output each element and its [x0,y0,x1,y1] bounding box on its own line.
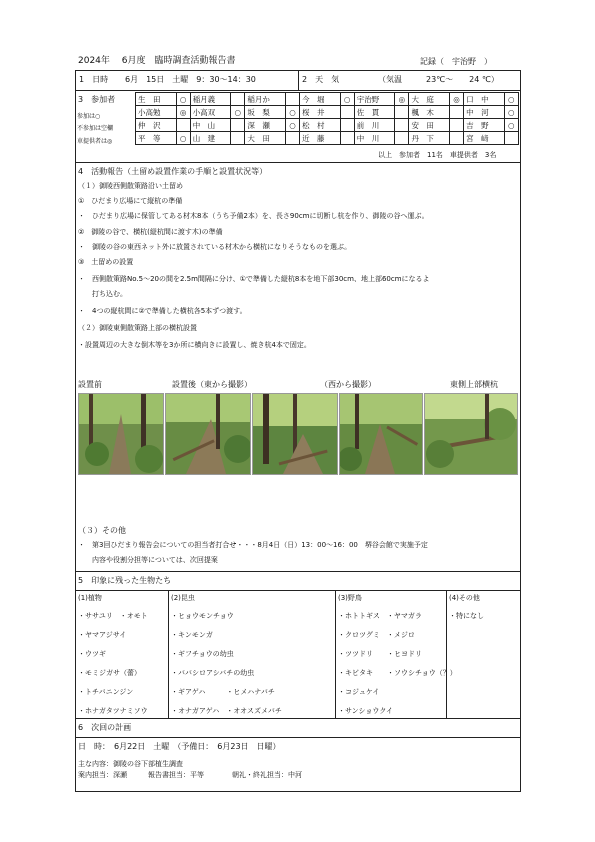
creature-item: ・ウツギ [78,650,106,658]
participant-name: 楓 木 [409,106,450,119]
attendance-mark: ○ [504,106,518,119]
activity-line: 打ち込む。 [78,290,127,298]
attendance-mark: ○ [176,93,190,106]
attendance-mark [231,119,245,132]
date-label: 1 日時 [79,75,109,84]
activity-heading: 4 活動報告（土留め設置作業の手順と設置状況等） [78,167,268,176]
participant-name: 平 等 [136,132,177,145]
other-heading: （３）その他 [78,526,126,535]
participant-row [136,93,519,106]
activity-line: ・ 御陵の谷の東西ネット外に放置されている材木から横杭になりそうなものを選ぶ。 [78,243,352,251]
activity-line: ② 御陵の谷で、横杭(縦杭間に渡す木)の準備 [78,228,223,236]
participant-name: 安 田 [409,119,450,132]
attendance-mark [176,119,190,132]
other-line-2: 内容や役割分担等については、次回提案 [78,556,218,564]
photo-caption-east-upper: 東側上部横杭 [450,380,498,389]
attendance-mark [395,132,409,145]
participant-name: 仲 沢 [136,119,177,132]
creature-column-title: (4)その他 [449,594,480,602]
attendance-mark: ○ [504,93,518,106]
activity-line: ① ひだまり広場にて縦杭の準備 [78,197,183,205]
attendance-mark [449,106,463,119]
participant-name: 小高勉 [136,106,177,119]
temperature-value: （気温 23℃～ 24 ℃） [378,75,499,84]
creature-item: ・ギフチョウの幼虫 [171,650,234,658]
participant-name: 生 田 [136,93,177,106]
participant-row [136,106,519,119]
activity-line: （１）御陵西側散策路沿い土留め [78,182,183,190]
participant-name: 坂 梨 [245,106,286,119]
other-line-1: ・ 第3回ひだまり報告会についての担当者打合せ・・・8月4日（日）13：00～16：00 堺谷会館で実施予定 [78,541,428,549]
creature-item: ・ホトトギス ・ヤマガラ [338,612,422,620]
activity-line: ③ 土留めの設置 [78,258,134,266]
creature-column-title: (2)昆虫 [171,594,195,602]
participant-name: 今 堀 [300,93,341,106]
attendance-mark [449,119,463,132]
participant-name: 稲月義 [190,93,231,106]
activity-line: ・ 4つの縦杭間に②で準備した横杭各5本ずつ渡す。 [78,307,247,315]
participant-name: 松 村 [300,119,341,132]
attendance-mark [285,93,299,106]
participant-row [136,132,519,145]
creature-item: ・ババシロアシバチの幼虫 [171,669,255,677]
attendance-mark: ◎ [449,93,463,106]
photo-after-west [252,393,338,475]
attendance-mark [504,132,518,145]
legend-attend: 参加は○ [77,113,101,120]
participant-name: 大 庭 [409,93,450,106]
creature-item: ・オナガアゲハ ・オオスズメバチ [171,707,282,715]
attendance-mark: ○ [176,132,190,145]
participant-name: 中 河 [464,106,505,119]
photo-caption-after-east: 設置後（東から撮影） [172,380,252,389]
participant-name: 大 田 [245,132,286,145]
participant-name: 深 瀬 [245,119,286,132]
attendance-mark: ○ [340,93,354,106]
creature-item: ・クロツグミ ・メジロ [338,631,415,639]
attendance-mark: ○ [231,106,245,119]
creature-item: ・キビタキ ・ソウシチョウ（？） [338,669,457,677]
attendance-mark [395,119,409,132]
next-content-line: 主な内容：御陵の谷下部植生調査 [78,760,183,768]
attendance-mark: ◎ [395,93,409,106]
photo-caption-after-west: （西から撮影） [320,380,376,389]
photo-caption-before: 設置前 [78,380,102,389]
participant-name: 稲月か [245,93,286,106]
weather-label: 2 天 気 [302,75,340,84]
report-title: 2024年 6月度 臨時調査活動報告書 [78,56,236,66]
creature-item: ・サンショウクイ [338,707,393,715]
creature-column-title: (1)植物 [78,594,102,602]
attendance-mark: ○ [504,119,518,132]
creature-item: ・ギアゲハ ・ヒメハナバチ [171,688,275,696]
activity-line: ・設置周辺の大きな倒木等を3か所に横向きに設置し、焼き杭4本で固定。 [78,341,311,349]
creature-item: ・コジュケイ [338,688,380,696]
participant-name: 桜 井 [300,106,341,119]
creature-column-title: (3)野鳥 [338,594,362,602]
attendance-mark [231,132,245,145]
participant-name: 中 山 [190,119,231,132]
next-date-line: 日 時： 6月22日 土曜 （予備日： 6月23日 日曜） [78,742,281,751]
creatures-heading: 5 印象に残った生物たち [78,576,172,585]
participant-name: 佐 貫 [354,106,395,119]
attendance-mark [231,93,245,106]
activity-line: ・ 西側散策路No.5～20の間を2.5m間隔に分け、①で準備した縦杭8本を地下部30cm、地上部60cmになるよ [78,275,430,283]
attendance-mark: ◎ [176,106,190,119]
participant-name: 口 中 [464,93,505,106]
creature-item: ・ホナガタツナミソウ [78,707,148,715]
next-roles-line: 案内担当：深瀬 報告書担当：平等 朝礼・終礼担当：中河 [78,771,302,779]
attendance-mark [340,132,354,145]
creature-item: ・トチバニンジン [78,688,134,696]
photo-before [78,393,164,475]
participants-label: 3 参加者 [78,95,116,104]
attendance-mark [395,106,409,119]
photo-after-west-2 [339,393,423,475]
legend-car: 車提供者は◎ [77,138,113,145]
photo-after-east [165,393,251,475]
attendance-mark [449,132,463,145]
participant-name: 小高双 [190,106,231,119]
attendance-mark [340,119,354,132]
next-plan-heading: 6 次回の計画 [78,723,132,732]
creature-item: ・ツツドリ ・ヒヨドリ [338,650,422,658]
legend-absent: 不参加は空欄 [77,125,114,132]
creature-item: ・モミジガサ（蕾） [78,669,141,677]
photo-east-upper [424,393,518,475]
attendance-mark: ○ [285,119,299,132]
participant-name: 山 建 [190,132,231,145]
creature-item: ・キンモンガ [171,631,213,639]
recorder-label: 記録（ 宇治野 ） [420,57,492,66]
creature-item: ・特になし [449,612,484,620]
participant-name: 丹 下 [409,132,450,145]
activity-line: （２）御陵東側散策路上部の横杭設置 [78,324,197,332]
attendance-mark: ○ [285,106,299,119]
participants-summary: 以上 参加者 11名 車提供者 3名 [378,151,497,159]
creature-item: ・ササユリ ・オモト [78,612,148,620]
participants-table [135,92,519,145]
creature-item: ・ヤマアジサイ [78,631,127,639]
date-value: 6月 15日 土曜 9：30～14：30 [125,75,256,84]
participant-name: 近 藤 [300,132,341,145]
participant-name: 宮 﨑 [464,132,505,145]
creature-item: ・ヒョウモンチョウ [171,612,234,620]
attendance-mark [340,106,354,119]
participant-name: 吉 野 [464,119,505,132]
participant-row [136,119,519,132]
activity-line: ・ ひだまり広場に保管してある材木8本（うち予備2本）を、長さ90cmに切断し杭を作り、御陵の谷へ運ぶ。 [78,212,429,220]
participant-name: 前 川 [354,119,395,132]
attendance-mark [285,132,299,145]
participant-name: 宇治野 [354,93,395,106]
participant-name: 中 川 [354,132,395,145]
